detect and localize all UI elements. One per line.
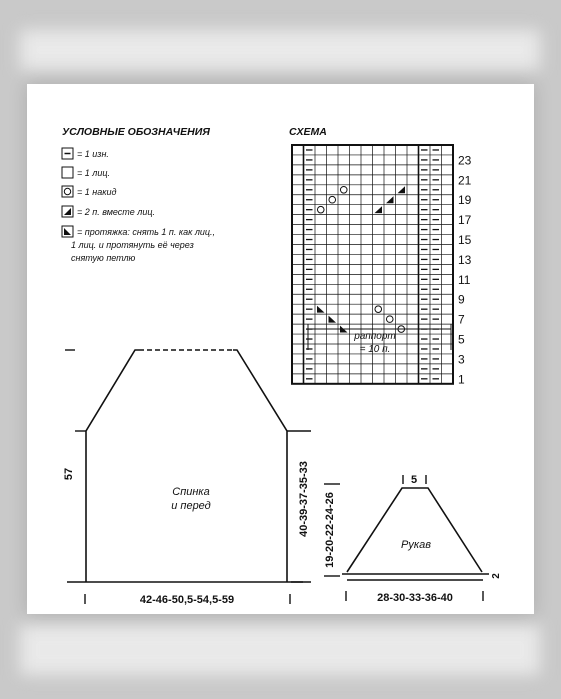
legend-text: = 1 лиц. xyxy=(77,168,110,178)
body-label: и перед xyxy=(171,500,211,512)
knit-symbol-icon xyxy=(62,167,73,178)
row-number: 23 xyxy=(458,153,472,168)
sleeve-top-label: 5 xyxy=(410,474,418,486)
sleeve-label: Рукав xyxy=(401,539,431,551)
sleeve-height-label: 19-20-22-24-26 xyxy=(324,492,336,568)
pattern-sheet xyxy=(27,84,534,614)
yarn-over-stitch xyxy=(386,316,393,323)
yarn-over-symbol-icon xyxy=(62,186,73,197)
legend-item-purl xyxy=(62,148,109,159)
chart-title: СХЕМА xyxy=(289,126,327,138)
chart-row-numbers xyxy=(458,153,472,386)
legend xyxy=(62,126,215,263)
yarn-over-stitch xyxy=(375,306,382,313)
legend-item-yarn-over xyxy=(62,186,116,197)
sleeve-piece xyxy=(324,474,502,604)
yarn-over-stitch xyxy=(317,206,324,213)
row-number: 19 xyxy=(458,193,472,208)
row-number: 5 xyxy=(458,332,465,347)
legend-item-k2tog xyxy=(62,206,155,217)
legend-text: снятую петлю xyxy=(71,253,136,263)
legend-title: УСЛОВНЫЕ ОБОЗНАЧЕНИЯ xyxy=(62,126,210,138)
yarn-over-stitch xyxy=(329,196,336,203)
body-label: Спинка xyxy=(172,486,210,498)
body-outline xyxy=(86,350,287,582)
repeat-count: = 10 п. xyxy=(359,344,391,355)
sleeve-cuff-label: 2 xyxy=(491,573,502,579)
legend-item-ssk xyxy=(62,226,215,263)
row-number: 3 xyxy=(458,352,465,367)
body-width-label: 42-46-50,5-54,5-59 xyxy=(139,594,235,606)
yarn-over-stitch xyxy=(340,186,347,193)
legend-text: = протяжка: снять 1 п. как лиц., xyxy=(77,227,216,237)
row-number: 21 xyxy=(458,173,472,188)
body-piece xyxy=(63,350,311,606)
row-number: 15 xyxy=(458,233,472,247)
legend-text: = 2 п. вместе лиц. xyxy=(77,207,156,217)
body-armhole-label: 40-39-37-35-33 xyxy=(298,461,310,537)
pattern-diagram xyxy=(27,84,534,614)
sleeve-outline xyxy=(347,488,482,572)
row-number: 7 xyxy=(458,312,465,327)
legend-text: = 1 изн. xyxy=(77,149,109,159)
sleeve-width-label: 28-30-33-36-40 xyxy=(377,592,453,604)
row-number: 9 xyxy=(458,292,465,307)
repeat-label: раппорт xyxy=(354,331,396,342)
row-number: 17 xyxy=(458,213,472,228)
row-number: 13 xyxy=(458,252,472,267)
body-height-label: 57 xyxy=(63,467,75,481)
blurred-header xyxy=(20,30,540,70)
legend-item-knit xyxy=(62,167,110,178)
legend-text: = 1 накид xyxy=(77,187,117,197)
blurred-footer xyxy=(20,625,540,675)
legend-text: 1 лиц. и протянуть её через xyxy=(71,240,194,250)
row-number: 1 xyxy=(458,372,465,387)
row-number: 11 xyxy=(458,272,471,287)
